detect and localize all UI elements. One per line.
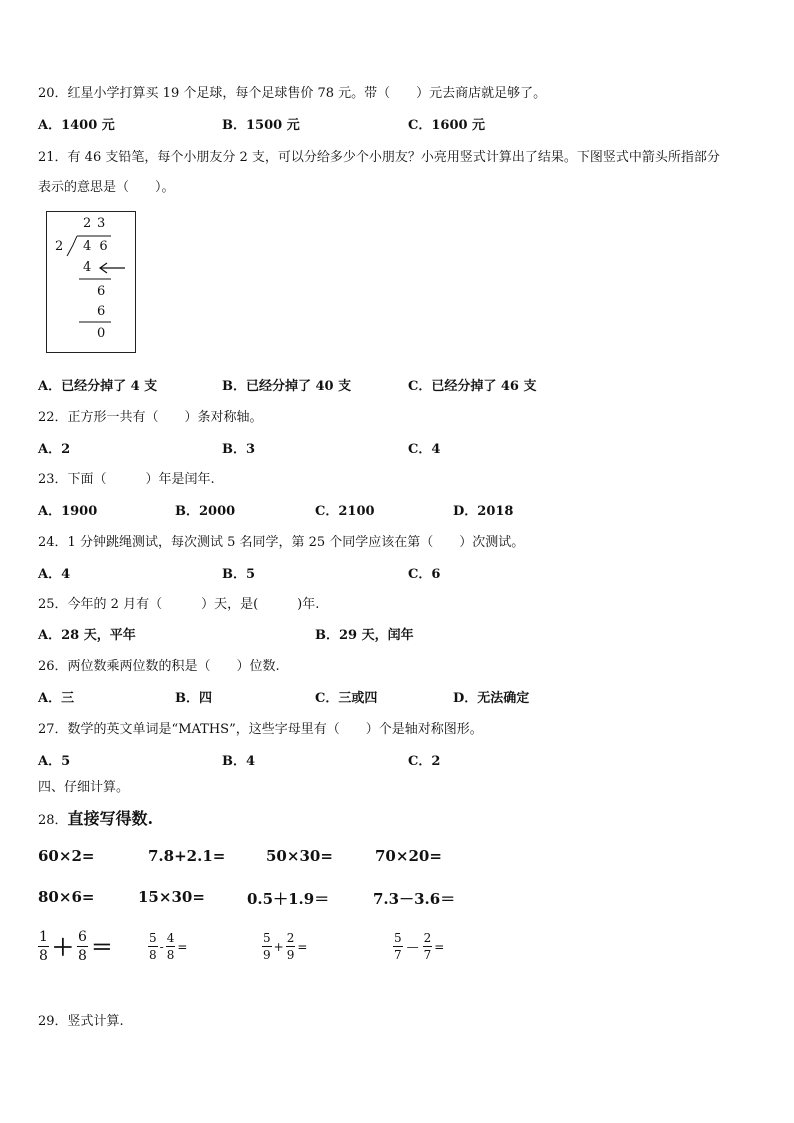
q23-option-a[interactable]: A．1900 [38,504,98,519]
calc-item: 70×20= [375,847,442,865]
q25-option-a[interactable]: A．28 天，平年 [38,628,136,643]
fraction: $\frac{1}{8}$ [39,929,48,964]
fraction: $\frac{5}{7}$ [394,931,402,962]
q26-option-b[interactable]: B．四 [175,691,212,706]
q26-option-c[interactable]: C．三或四 [315,691,378,706]
fraction-expression: $\frac{5}{8}$ - $\frac{4}{8}$ = [149,931,188,962]
calc-item: 15×30= [138,888,205,906]
q25-stem: 25．今年的 2 月有（ ）天，是( )年. [38,597,320,612]
long-division-figure [46,211,136,353]
q23-option-b[interactable]: B．2000 [175,504,236,519]
q21-option-b[interactable]: B．已经分掉了 40 支 [222,379,352,394]
q23-option-c[interactable]: C．2100 [315,504,375,519]
fraction: $\frac{5}{9}$ [263,931,271,962]
divisor: 2 [55,239,64,254]
q24-stem: 24．1 分钟跳绳测试，每次测试 5 名同学，第 25 个同学应该在第（ ）次测试。 [38,535,525,550]
dividend: 4 6 [83,239,110,254]
q22-option-a[interactable]: A．2 [38,442,71,457]
quotient-digit-tens: 2 [83,216,92,231]
q27-stem: 27．数学的英文单词是“MATHS”，这些字母里有（ ）个是轴对称图形。 [38,722,483,737]
q27-option-b[interactable]: B．4 [222,754,256,769]
q24-option-c[interactable]: C．6 [408,567,441,582]
q22-option-b[interactable]: B．3 [222,442,256,457]
q28-number: 28． [38,813,68,828]
fraction: $\frac{2}{9}$ [286,931,295,962]
q26-option-d[interactable]: D．无法确定 [453,691,530,706]
division-step-1: 4 [83,260,92,275]
fraction: $\frac{6}{8}$ [77,929,87,964]
q21-stem-line1: 21．有 46 支铅笔，每个小朋友分 2 支，可以分给多少个小朋友？小亮用竖式计算出了结果。下图竖式中箭头所指部分 [38,150,720,165]
calc-item: 50×30= [266,847,333,865]
q28-heading [38,806,153,829]
division-remainder: 0 [97,326,106,341]
q24-option-b[interactable]: B．5 [222,567,256,582]
division-bracket-lines [47,212,135,352]
q22-stem: 22．正方形一共有（ ）条对称轴。 [38,410,263,425]
calc-item: 80×6= [38,888,95,906]
calc-item: 7.3－3.6＝ [373,890,456,908]
division-step-3: 6 [97,304,106,319]
q21-option-a[interactable]: A．已经分掉了 4 支 [38,379,158,394]
arrow-left-icon [97,262,127,274]
division-step-2: 6 [97,284,106,299]
fraction-expression: $\frac{1}{8}$ ＋ $\frac{6}{8}$ ＝ [39,929,113,964]
section-heading: 四、仔细计算。 [38,780,130,795]
q20-option-b[interactable]: B．1500 元 [222,118,300,133]
q22-option-c[interactable]: C．4 [408,442,441,457]
q20-stem: 20．红星小学打算买 19 个足球，每个足球售价 78 元。带（ ）元去商店就足够了。 [38,86,547,101]
calc-item: 7.8+2.1= [148,847,226,865]
q29-stem: 29．竖式计算. [38,1014,124,1029]
q25-option-b[interactable]: B．29 天，闰年 [315,628,414,643]
q20-option-c[interactable]: C．1600 元 [408,118,486,133]
fraction-expression: $\frac{5}{7}$ — $\frac{2}{7}$ = [394,931,445,962]
q21-option-c[interactable]: C．已经分掉了 46 支 [408,379,537,394]
q24-option-a[interactable]: A．4 [38,567,71,582]
calc-item: 60×2= [38,847,95,865]
q26-stem: 26．两位数乘两位数的积是（ ）位数. [38,659,280,674]
q26-option-a[interactable]: A．三 [38,691,75,706]
quotient-digit-ones: 3 [97,216,106,231]
calc-item: 0.5＋1.9＝ [247,890,330,908]
q28-title: 直接写得数. [67,809,154,828]
q23-option-d[interactable]: D．2018 [453,504,514,519]
fraction-expression: $\frac{5}{9}$ + $\frac{2}{9}$ = [263,931,308,962]
q27-option-a[interactable]: A．5 [38,754,71,769]
fraction: $\frac{4}{8}$ [166,931,175,962]
fraction: $\frac{2}{7}$ [423,931,432,962]
q20-option-a[interactable]: A．1400 元 [38,118,115,133]
fraction: $\frac{5}{8}$ [149,931,157,962]
q21-stem-line2: 表示的意思是（ ）。 [38,180,175,195]
q23-stem: 23．下面（ ）年是闰年. [38,472,215,487]
q27-option-c[interactable]: C．2 [408,754,441,769]
